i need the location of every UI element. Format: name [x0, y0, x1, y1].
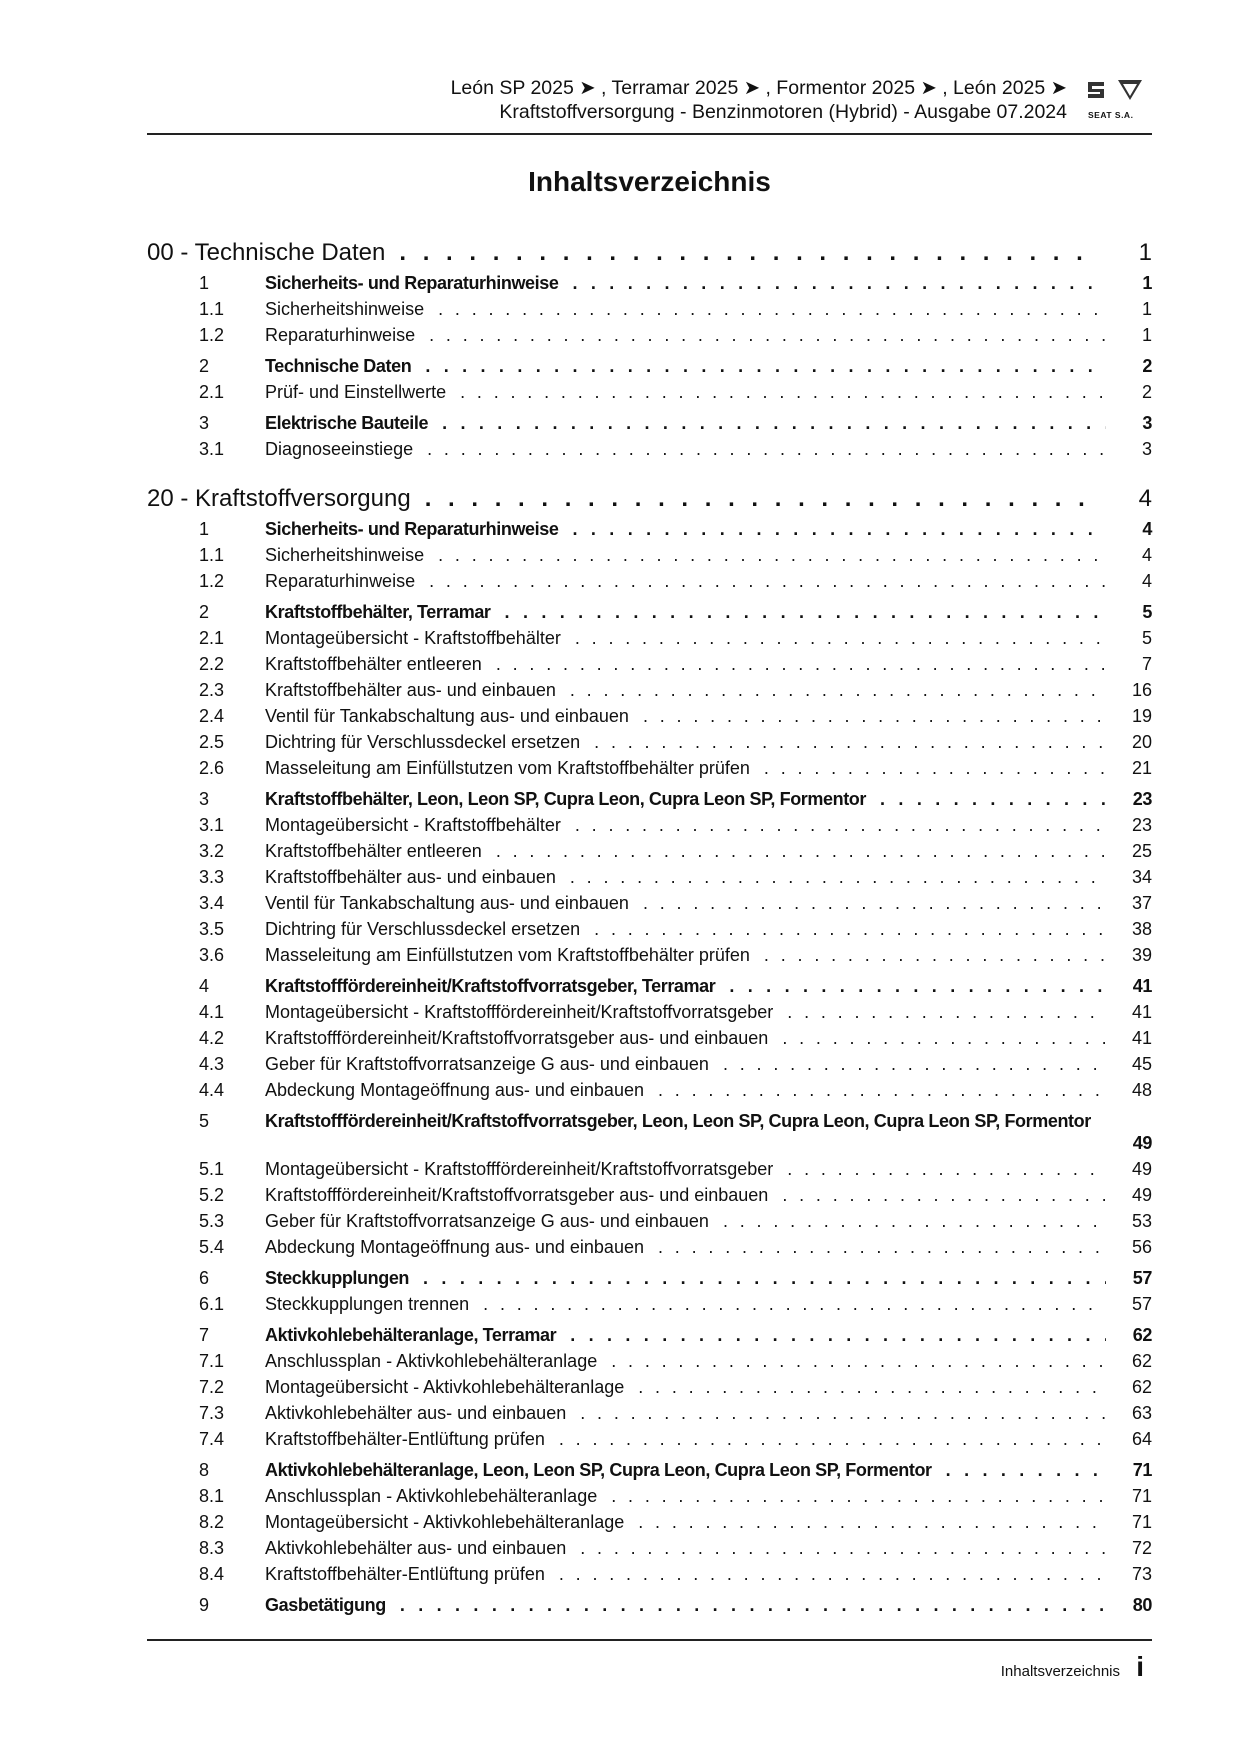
toc-section[interactable] [147, 1592, 1152, 1618]
toc-page-number: 71 [1131, 1486, 1152, 1506]
toc-leader-dots [570, 1322, 1106, 1348]
toc-subsection[interactable] [147, 296, 1152, 322]
toc-leader-dots [559, 1426, 1106, 1452]
toc-subsection[interactable] [147, 1077, 1152, 1103]
toc-number: 3.2 [199, 841, 225, 861]
toc-page-number: 21 [1131, 758, 1152, 778]
seat-logo-icon [1082, 76, 1152, 110]
toc-number: 3.6 [199, 945, 225, 965]
toc-leader-dots [580, 1535, 1106, 1561]
toc-title: Kraftstoffbehälter, Leon, Leon SP, Cupra Leon, Cupra Leon SP, Formentor [265, 789, 867, 809]
header-text [451, 76, 1067, 124]
toc-leader-dots [400, 1592, 1106, 1618]
toc-page-number: 63 [1131, 1403, 1152, 1423]
toc-page-number: 20 [1131, 732, 1152, 752]
toc-chapter[interactable] [147, 482, 1152, 516]
toc-page-number: 53 [1131, 1211, 1152, 1231]
toc-title: Kraftstoffbehälter entleeren [265, 841, 482, 861]
toc-leader-dots [658, 1077, 1106, 1103]
toc-page-number: 19 [1131, 706, 1152, 726]
toc-page-number: 1 [1141, 299, 1152, 319]
toc-title: Sicherheitshinweise [265, 545, 425, 565]
toc-leader-dots [559, 1561, 1106, 1587]
toc-subsection[interactable] [147, 568, 1152, 594]
toc-number: 3.4 [199, 893, 225, 913]
toc-number: 6.1 [199, 1294, 225, 1314]
toc-subsection[interactable] [147, 916, 1152, 942]
toc-page-number: 57 [1132, 1268, 1152, 1288]
toc-title: Masseleitung am Einfüllstutzen vom Kraftstoffbehälter prüfen [265, 945, 750, 965]
toc-title: Gasbetätigung [265, 1595, 386, 1615]
toc-subsection[interactable] [147, 1535, 1152, 1561]
footer-rule [147, 1639, 1152, 1641]
toc-title: Dichtring für Verschlussdeckel ersetzen [265, 732, 581, 752]
toc-page-number: 5 [1141, 628, 1152, 648]
toc-leader-dots [425, 353, 1106, 379]
toc-number: 4.2 [199, 1028, 225, 1048]
toc-title: Kraftstoffbehälter-Entlüftung prüfen [265, 1564, 545, 1584]
table-of-contents [147, 236, 1152, 1618]
seat-logo [1082, 76, 1152, 126]
toc-leader-dots [429, 322, 1106, 348]
toc-title: Geber für Kraftstoffvorratsanzeige G aus- und einbauen [265, 1211, 709, 1231]
toc-page-number: 57 [1131, 1294, 1152, 1314]
toc-section[interactable] [147, 599, 1152, 625]
toc-page-number: 49 [1132, 1133, 1152, 1153]
toc-leader-dots [594, 916, 1106, 942]
toc-leader-dots [723, 1051, 1106, 1077]
toc-leader-dots [782, 1182, 1106, 1208]
toc-number: 7.4 [199, 1429, 225, 1449]
toc-subsection[interactable] [147, 1208, 1152, 1234]
toc-subsection[interactable] [147, 625, 1152, 651]
header-rule [147, 133, 1152, 135]
toc-title: Kraftstoffbehälter aus- und einbauen [265, 680, 556, 700]
toc-page-number: 73 [1131, 1564, 1152, 1584]
toc-section[interactable] [147, 1322, 1152, 1348]
toc-leader-dots [764, 942, 1106, 968]
toc-leader-dots [425, 482, 1088, 516]
toc-number: 8.4 [199, 1564, 225, 1584]
toc-number: 1 [199, 519, 209, 539]
toc-page-number: 1 [1142, 273, 1152, 293]
toc-title: Abdeckung Montageöffnung aus- und einbauen [265, 1080, 644, 1100]
toc-number: 1.1 [199, 545, 225, 565]
toc-title: Masseleitung am Einfüllstutzen vom Kraftstoffbehälter prüfen [265, 758, 750, 778]
toc-page-number: 4 [1138, 485, 1152, 512]
toc-subsection[interactable] [147, 942, 1152, 968]
toc-number: 1.2 [199, 325, 225, 345]
toc-leader-dots [575, 812, 1106, 838]
toc-subsection[interactable] [147, 1509, 1152, 1535]
toc-page-number: 5 [1142, 602, 1152, 622]
toc-section[interactable] [147, 516, 1152, 542]
toc-subsection[interactable] [147, 1291, 1152, 1317]
toc-page-number: 71 [1131, 1512, 1152, 1532]
toc-subsection[interactable] [147, 999, 1152, 1025]
toc-leader-dots [572, 516, 1106, 542]
toc-page-number: 38 [1131, 919, 1152, 939]
toc-title: Montageübersicht - Kraftstofffördereinheit/Kraftstoffvorratsgeber [265, 1159, 774, 1179]
toc-subsection[interactable] [147, 729, 1152, 755]
toc-title: Montageübersicht - Aktivkohlebehälteranlage [265, 1512, 625, 1532]
toc-number: 2 [199, 356, 209, 376]
toc-leader-dots [575, 625, 1106, 651]
toc-subsection[interactable] [147, 1182, 1152, 1208]
toc-leader-dots [643, 890, 1106, 916]
toc-title: Reparaturhinweise [265, 571, 416, 591]
page-header [147, 76, 1152, 134]
toc-page-number: 2 [1141, 382, 1152, 402]
toc-number: 3 [199, 789, 209, 809]
toc-leader-dots [442, 410, 1106, 436]
toc-subsection[interactable] [147, 1348, 1152, 1374]
toc-title: Aktivkohlebehälteranlage, Leon, Leon SP, Cupra Leon, Cupra Leon SP, Formentor [265, 1460, 932, 1480]
toc-title: Kraftstoffbehälter aus- und einbauen [265, 867, 556, 887]
toc-subsection[interactable] [147, 703, 1152, 729]
toc-page-number: 41 [1131, 1028, 1152, 1048]
toc-subsection[interactable] [147, 1051, 1152, 1077]
toc-title: Kraftstofffördereinheit/Kraftstoffvorratsgeber, Terramar [265, 976, 716, 996]
toc-number: 2.5 [199, 732, 225, 752]
toc-leader-dots [638, 1509, 1106, 1535]
toc-leader-dots [570, 864, 1106, 890]
toc-title: Sicherheits- und Reparaturhinweise [265, 519, 559, 539]
toc-number: 2 [199, 602, 209, 622]
toc-number: 2.2 [199, 654, 225, 674]
toc-title: Aktivkohlebehälteranlage, Terramar [265, 1325, 557, 1345]
toc-number: 9 [199, 1595, 209, 1615]
toc-number: 5.3 [199, 1211, 225, 1231]
toc-subsection[interactable] [147, 1234, 1152, 1260]
toc-page-number: 64 [1131, 1429, 1152, 1449]
toc-number: 8 [199, 1460, 209, 1480]
toc-leader-dots [594, 729, 1106, 755]
toc-title: Aktivkohlebehälter aus- und einbauen [265, 1538, 567, 1558]
toc-subsection[interactable] [147, 1025, 1152, 1051]
toc-title: Kraftstoffbehälter, Terramar [265, 602, 491, 622]
toc-number: 1.1 [199, 299, 225, 319]
toc-title: Montageübersicht - Kraftstoffbehälter [265, 628, 561, 648]
toc-subsection[interactable] [147, 1561, 1152, 1587]
toc-section[interactable] [147, 270, 1152, 296]
toc-number: 2.1 [199, 382, 225, 402]
toc-subsection[interactable] [147, 651, 1152, 677]
toc-title: Anschlussplan - Aktivkohlebehälteranlage [265, 1486, 598, 1506]
toc-leader-dots [427, 436, 1106, 462]
toc-number: 3.1 [199, 439, 225, 459]
toc-leader-dots [880, 786, 1106, 812]
toc-number: 2.3 [199, 680, 225, 700]
toc-title: Steckkupplungen [265, 1268, 410, 1288]
toc-section[interactable] [147, 353, 1152, 379]
toc-number: 4 [199, 976, 209, 996]
toc-title: 00 - Technische Daten [147, 239, 386, 266]
toc-leader-dots [570, 677, 1106, 703]
toc-number: 3.3 [199, 867, 225, 887]
toc-title: Kraftstofffördereinheit/Kraftstoffvorratsgeber aus- und einbauen [265, 1028, 769, 1048]
toc-page-number: 56 [1131, 1237, 1152, 1257]
toc-title: Kraftstofffördereinheit/Kraftstoffvorratsgeber aus- und einbauen [265, 1185, 769, 1205]
toc-subsection[interactable] [147, 1483, 1152, 1509]
toc-page-number: 48 [1131, 1080, 1152, 1100]
toc-title: Montageübersicht - Kraftstofffördereinheit/Kraftstoffvorratsgeber [265, 1002, 774, 1022]
toc-section[interactable] [147, 410, 1152, 436]
toc-leader-dots [643, 703, 1106, 729]
toc-title: Abdeckung Montageöffnung aus- und einbauen [265, 1237, 644, 1257]
header-subtitle: Kraftstoffversorgung - Benzinmotoren (Hybrid) - Ausgabe 07.2024 [499, 101, 1067, 123]
toc-page-number: 3 [1142, 413, 1152, 433]
toc-title: Sicherheits- und Reparaturhinweise [265, 273, 559, 293]
toc-number: 5.4 [199, 1237, 225, 1257]
toc-number: 2.4 [199, 706, 225, 726]
toc-page-number: 45 [1131, 1054, 1152, 1074]
toc-section[interactable] [147, 1265, 1152, 1291]
toc-subsection[interactable] [147, 890, 1152, 916]
toc-number: 5.1 [199, 1159, 225, 1179]
toc-leader-dots [460, 379, 1106, 405]
toc-title: Anschlussplan - Aktivkohlebehälteranlage [265, 1351, 598, 1371]
toc-subsection[interactable] [147, 1374, 1152, 1400]
toc-title: Reparaturhinweise [265, 325, 416, 345]
toc-number: 8.3 [199, 1538, 225, 1558]
toc-page-number: 62 [1131, 1351, 1152, 1371]
toc-title: Elektrische Bauteile [265, 413, 429, 433]
toc-leader-dots [782, 1025, 1106, 1051]
toc-page-number: 4 [1142, 519, 1152, 539]
footer-page-number: i [1136, 1651, 1144, 1682]
toc-page-number: 34 [1131, 867, 1152, 887]
toc-leader-dots [496, 651, 1106, 677]
toc-title: Aktivkohlebehälter aus- und einbauen [265, 1403, 567, 1423]
toc-page-number: 16 [1131, 680, 1152, 700]
toc-leader-dots [399, 236, 1088, 270]
toc-page-number: 1 [1138, 239, 1152, 266]
toc-title: Steckkupplungen trennen [265, 1294, 470, 1314]
toc-page-number: 80 [1132, 1595, 1152, 1615]
toc-number: 7.3 [199, 1403, 225, 1423]
toc-title: Montageübersicht - Aktivkohlebehälteranlage [265, 1377, 625, 1397]
toc-number: 6 [199, 1268, 209, 1288]
toc-page-number: 25 [1131, 841, 1152, 861]
toc-number: 2.1 [199, 628, 225, 648]
toc-subsection[interactable] [147, 542, 1152, 568]
toc-leader-dots [505, 599, 1106, 625]
toc-chapter[interactable] [147, 236, 1152, 270]
toc-title: Kraftstoffbehälter-Entlüftung prüfen [265, 1429, 545, 1449]
toc-page-number: 23 [1132, 789, 1152, 809]
page-title: Inhaltsverzeichnis [528, 166, 771, 197]
toc-page-number: 62 [1131, 1377, 1152, 1397]
toc-leader-dots [946, 1457, 1106, 1483]
toc-title: Sicherheitshinweise [265, 299, 425, 319]
toc-page-number: 1 [1141, 325, 1152, 345]
toc-number: 4.4 [199, 1080, 225, 1100]
toc-title: Ventil für Tankabschaltung aus- und einbauen [265, 706, 629, 726]
toc-page-number: 4 [1141, 571, 1152, 591]
toc-number: 2.6 [199, 758, 225, 778]
toc-page-number: 49 [1131, 1185, 1152, 1205]
toc-page-number: 7 [1141, 654, 1152, 674]
header-models: León SP 2025 ➤ , Terramar 2025 ➤ , Formentor 2025 ➤ , León 2025 ➤ [450, 77, 1067, 99]
toc-leader-dots [580, 1400, 1106, 1426]
toc-page-number: 41 [1132, 976, 1152, 996]
toc-leader-dots [723, 1208, 1106, 1234]
toc-section[interactable] [147, 1108, 1152, 1156]
toc-subsection[interactable] [147, 1156, 1152, 1182]
toc-leader-dots [658, 1234, 1106, 1260]
toc-page-number: 72 [1131, 1538, 1152, 1558]
footer-label: Inhaltsverzeichnis [1000, 1663, 1120, 1680]
toc-page-number: 62 [1132, 1325, 1152, 1345]
toc-title: 20 - Kraftstoffversorgung [147, 485, 411, 512]
toc-leader-dots [423, 1265, 1106, 1291]
toc-leader-dots [483, 1291, 1106, 1317]
toc-section[interactable] [147, 786, 1152, 812]
toc-subsection[interactable] [147, 838, 1152, 864]
toc-title: Prüf- und Einstellwerte [265, 382, 447, 402]
toc-leader-dots [572, 270, 1106, 296]
toc-leader-dots [638, 1374, 1106, 1400]
toc-number: 7.1 [199, 1351, 225, 1371]
toc-number: 4.3 [199, 1054, 225, 1074]
toc-number: 3 [199, 413, 209, 433]
logo-label: SEAT S.A. [1088, 110, 1134, 120]
toc-number: 1 [199, 273, 209, 293]
toc-title: Technische Daten [265, 356, 412, 376]
toc-section[interactable] [147, 1457, 1152, 1483]
toc-title: Montageübersicht - Kraftstoffbehälter [265, 815, 561, 835]
toc-subsection[interactable] [147, 864, 1152, 890]
toc-page-number: 2 [1142, 356, 1152, 376]
toc-page-number: 71 [1132, 1460, 1152, 1480]
toc-leader-dots [787, 1156, 1106, 1182]
toc-title: Ventil für Tankabschaltung aus- und einbauen [265, 893, 629, 913]
toc-number: 3.5 [199, 919, 225, 939]
toc-subsection[interactable] [147, 755, 1152, 781]
toc-section[interactable] [147, 973, 1152, 999]
toc-page-number: 23 [1131, 815, 1152, 835]
toc-leader-dots [429, 568, 1106, 594]
toc-leader-dots [729, 973, 1106, 999]
toc-number: 4.1 [199, 1002, 225, 1022]
toc-page-number: 49 [1131, 1159, 1152, 1179]
toc-page-number: 37 [1131, 893, 1152, 913]
toc-subsection[interactable] [147, 322, 1152, 348]
toc-number: 5.2 [199, 1185, 225, 1205]
toc-title: Dichtring für Verschlussdeckel ersetzen [265, 919, 581, 939]
toc-subsection[interactable] [147, 812, 1152, 838]
toc-number: 7.2 [199, 1377, 225, 1397]
toc-subsection[interactable] [147, 1400, 1152, 1426]
toc-leader-dots [438, 542, 1106, 568]
toc-leader-dots [496, 838, 1106, 864]
toc-number: 3.1 [199, 815, 225, 835]
toc-page-number: 4 [1141, 545, 1152, 565]
toc-number: 8.2 [199, 1512, 225, 1532]
toc-subsection[interactable] [147, 379, 1152, 405]
toc-number: 8.1 [199, 1486, 225, 1506]
toc-leader-dots [764, 755, 1106, 781]
toc-leader-dots [611, 1483, 1106, 1509]
toc-title: Kraftstoffbehälter entleeren [265, 654, 482, 674]
toc-title: Diagnoseeinstiege [265, 439, 414, 459]
toc-title: Geber für Kraftstoffvorratsanzeige G aus- und einbauen [265, 1054, 709, 1074]
toc-title: Kraftstofffördereinheit/Kraftstoffvorratsgeber, Leon, Leon SP, Cupra Leon, Cupra Leon SP, Formentor [265, 1111, 1091, 1131]
toc-number: 5 [199, 1111, 209, 1131]
toc-subsection[interactable] [147, 1426, 1152, 1452]
toc-page-number: 39 [1131, 945, 1152, 965]
toc-leader-dots [438, 296, 1106, 322]
toc-subsection[interactable] [147, 677, 1152, 703]
toc-page-number: 3 [1141, 439, 1152, 459]
toc-page-number: 41 [1131, 1002, 1152, 1022]
toc-number: 1.2 [199, 571, 225, 591]
toc-leader-dots [611, 1348, 1106, 1374]
toc-number: 7 [199, 1325, 209, 1345]
toc-leader-dots [787, 999, 1106, 1025]
toc-subsection[interactable] [147, 436, 1152, 462]
